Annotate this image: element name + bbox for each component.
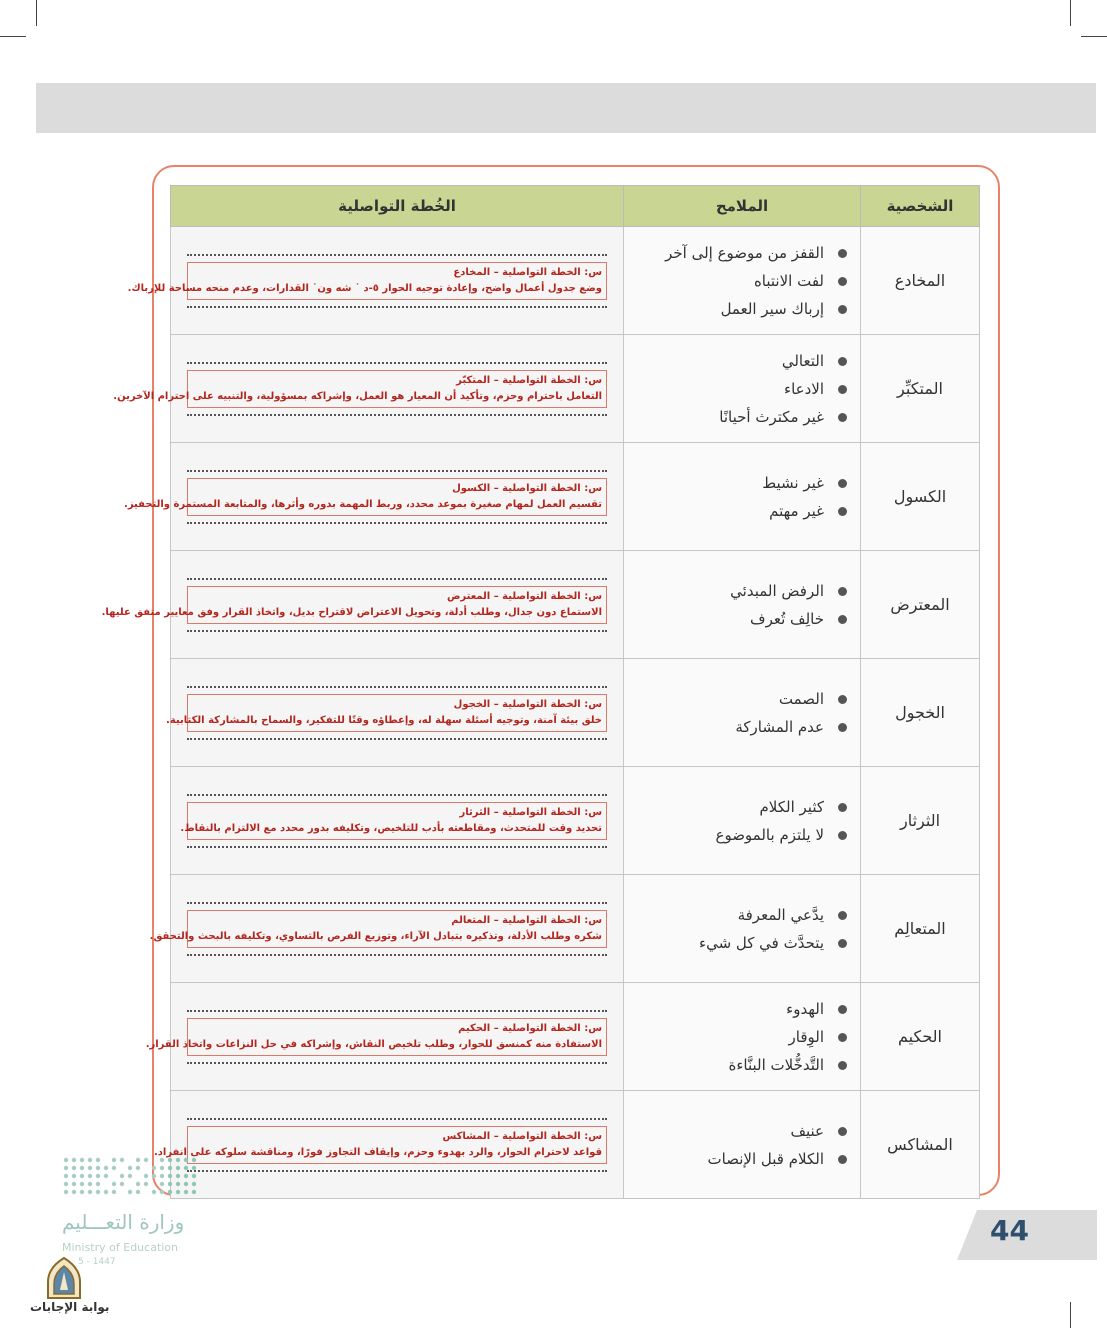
- trait-item: [625, 1023, 847, 1051]
- bullet-icon: [838, 1005, 847, 1014]
- trait-item: [625, 403, 847, 431]
- table-row: [171, 551, 980, 659]
- trait-item: [625, 1051, 847, 1079]
- traits-cell: [624, 551, 861, 659]
- bullet-icon: [838, 1033, 847, 1042]
- trait-text: يتحدَّث في كل شيء: [699, 933, 824, 952]
- trait-item: [625, 929, 847, 957]
- crop-mark: [1070, 0, 1071, 26]
- table-row: [171, 335, 980, 443]
- answer-field[interactable]: [127, 254, 607, 308]
- traits-list: [625, 901, 859, 957]
- bullet-icon: [838, 479, 847, 488]
- trait-item: [625, 793, 847, 821]
- trait-item: [625, 1117, 847, 1145]
- trait-text: غير مهتم: [769, 501, 824, 520]
- ministry-name-en: Ministry of Education: [62, 1241, 179, 1254]
- trait-text: الرفض المبدئي: [730, 581, 824, 600]
- answer-box: [153, 1126, 607, 1164]
- traits-cell: [624, 335, 861, 443]
- edition-year: 5 - 1447: [78, 1257, 116, 1267]
- trait-text: كثير الكلام: [759, 797, 824, 816]
- table-row: [171, 983, 980, 1091]
- trait-text: غير مكترث أحيانًا: [719, 407, 824, 426]
- trait-text: لفت الانتباه: [753, 271, 824, 290]
- plan-answer: قواعد لاحترام الحوار، والرد بهدوء وحزم، وإيقاف التجاوز فورًا، ومناقشة سلوكه على انفراد.: [153, 1146, 602, 1158]
- trait-text: الوِقار: [788, 1027, 824, 1046]
- trait-text: لا يلتزم بالموضوع: [715, 825, 824, 844]
- trait-item: [625, 469, 847, 497]
- traits-cell: [624, 227, 861, 335]
- header-plan: الخُطة التواصلية: [171, 186, 624, 227]
- crop-mark: [0, 36, 26, 37]
- portal-logo-icon: [44, 1256, 84, 1300]
- plan-question: س: الخطة التواصلية – المتكبّر: [456, 374, 602, 386]
- trait-item: [625, 685, 847, 713]
- trait-item: [625, 267, 847, 295]
- plan-question: س: الخطة التواصلية – المعترض: [446, 590, 602, 602]
- table-row: [171, 1091, 980, 1199]
- crop-mark: [1081, 36, 1107, 37]
- bullet-icon: [838, 695, 847, 704]
- plan-answer: شكره وطلب الأدلة، وتذكيره بتبادل الآراء، وتوزيع الفرص بالتساوي، وتكليفه بالبحث والتحقق.: [149, 930, 602, 942]
- page-number: 44: [990, 1214, 1029, 1247]
- trait-item: [625, 295, 847, 323]
- traits-list: [625, 995, 859, 1079]
- traits-cell: [624, 983, 861, 1091]
- trait-item: [625, 577, 847, 605]
- traits-cell: [624, 443, 861, 551]
- trait-item: [625, 239, 847, 267]
- bullet-icon: [838, 1127, 847, 1136]
- plan-answer: وضع جدول أعمال واضح، وإعادة توجيه الحوار ٥-د ˙ شه ون˙ القدارات، وعدم منحه مساحة للإرباك.: [127, 282, 602, 294]
- trait-text: القفز من موضوع إلى آخر: [665, 243, 824, 262]
- persona-cell: الكسول: [861, 443, 980, 551]
- persona-cell: المعترض: [861, 551, 980, 659]
- answer-field[interactable]: [113, 362, 607, 416]
- answer-box: [127, 262, 607, 300]
- answer-box: [149, 910, 607, 948]
- trait-item: [625, 375, 847, 403]
- bullet-icon: [838, 305, 847, 314]
- traits-list: [625, 347, 859, 431]
- trait-text: إرباك سير العمل: [720, 299, 824, 318]
- answer-box: [166, 694, 607, 732]
- trait-text: الكلام قبل الإنصات: [707, 1149, 824, 1168]
- trait-text: عنيف: [790, 1121, 824, 1140]
- plan-question: س: الخطة التواصلية – الخجول: [453, 698, 602, 710]
- plan-cell: [166, 659, 624, 767]
- ministry-name-ar: وزارة التعـــليم: [62, 1210, 185, 1234]
- trait-item: [625, 605, 847, 633]
- bullet-icon: [838, 587, 847, 596]
- plan-cell: [145, 983, 624, 1091]
- table-row: [171, 443, 980, 551]
- trait-text: عدم المشاركة: [735, 717, 824, 736]
- bullet-icon: [838, 1155, 847, 1164]
- answer-box: [113, 370, 607, 408]
- plan-question: س: الخطة التواصلية – المخادع: [453, 266, 602, 278]
- persona-cell: الحكيم: [861, 983, 980, 1091]
- traits-list: [625, 469, 859, 525]
- answer-field[interactable]: [101, 578, 607, 632]
- crop-mark: [36, 0, 37, 26]
- traits-cell: [624, 767, 861, 875]
- trait-text: التعالي: [781, 351, 824, 370]
- answer-field[interactable]: [180, 794, 607, 848]
- crop-mark: [1070, 1302, 1071, 1328]
- traits-list: [625, 793, 859, 849]
- trait-text: غير نشيط: [762, 473, 824, 492]
- answer-box: [145, 1018, 607, 1056]
- traits-cell: [624, 659, 861, 767]
- persona-cell: المشاكس: [861, 1091, 980, 1199]
- bullet-icon: [838, 911, 847, 920]
- answer-field[interactable]: [145, 1010, 607, 1064]
- bullet-icon: [838, 803, 847, 812]
- plan-question: س: الخطة التواصلية – الثرثار: [459, 806, 602, 818]
- answer-field[interactable]: [166, 686, 607, 740]
- trait-item: [625, 713, 847, 741]
- traits-cell: [624, 875, 861, 983]
- traits-list: [625, 685, 859, 741]
- plan-question: س: الخطة التواصلية – الحكيم: [458, 1022, 602, 1034]
- plan-answer: الاستماع دون جدال، وطلب أدلة، وتحويل الاعتراض لاقتراح بديل، واتخاذ القرار وفق معايير متفق عليها.: [101, 606, 602, 618]
- trait-text: التَّدخُّلات البنَّاءة: [728, 1055, 824, 1074]
- answer-box: [124, 478, 607, 516]
- trait-item: [625, 497, 847, 525]
- table-header-row: [171, 186, 980, 227]
- table-row: [171, 767, 980, 875]
- plan-cell: [171, 767, 624, 875]
- answer-field[interactable]: [149, 902, 607, 956]
- bullet-icon: [838, 615, 847, 624]
- bullet-icon: [838, 357, 847, 366]
- bullet-icon: [838, 385, 847, 394]
- persona-cell: الخجول: [861, 659, 980, 767]
- answer-box: [101, 586, 607, 624]
- bullet-icon: [838, 831, 847, 840]
- traits-list: [625, 239, 859, 323]
- plan-answer: التعامل باحترام وحزم، وتأكيد أن المعيار هو العمل، وإشراكه بمسؤولية، والتنبيه على احترام الآخرين.: [113, 390, 602, 402]
- bullet-icon: [838, 507, 847, 516]
- ministry-logo-icon: [62, 1156, 198, 1198]
- plan-cell: [101, 551, 624, 659]
- plan-cell: [113, 335, 624, 443]
- persona-cell: المتعالِم: [861, 875, 980, 983]
- persona-cell: المخادع: [861, 227, 980, 335]
- bullet-icon: [838, 277, 847, 286]
- plan-question: س: الخطة التواصلية – المشاكس: [442, 1130, 602, 1142]
- table-row: [171, 227, 980, 335]
- header-persona: الشخصية: [861, 186, 980, 227]
- plan-question: س: الخطة التواصلية – المتعالم: [451, 914, 602, 926]
- answer-field[interactable]: [124, 470, 607, 524]
- persona-cell: الثرثار: [861, 767, 980, 875]
- header-traits: الملامح: [624, 186, 861, 227]
- traits-cell: [624, 1091, 861, 1199]
- trait-item: [625, 901, 847, 929]
- bullet-icon: [838, 249, 847, 258]
- trait-text: الصمت: [778, 689, 824, 708]
- table-row: [171, 659, 980, 767]
- traits-list: [625, 1117, 859, 1173]
- trait-item: [625, 1145, 847, 1173]
- top-banner: [36, 83, 1096, 133]
- bullet-icon: [838, 1061, 847, 1070]
- portal-name: بوابة الإجابات: [30, 1300, 110, 1314]
- plan-cell: [153, 1091, 624, 1199]
- persona-cell: المتكبِّر: [861, 335, 980, 443]
- trait-text: خالِف تُعرف: [750, 609, 824, 628]
- trait-item: [625, 347, 847, 375]
- communication-plan-table: [101, 185, 980, 1199]
- trait-item: [625, 821, 847, 849]
- plan-answer: خلق بيئة آمنة، وتوجيه أسئلة سهلة له، وإعطاؤه وقتًا للتفكير، والسماح بالمشاركة الكتابية.: [166, 714, 602, 726]
- plan-question: س: الخطة التواصلية – الكسول: [452, 482, 602, 494]
- traits-list: [625, 577, 859, 633]
- plan-cell: [124, 443, 624, 551]
- trait-text: الادعاء: [784, 379, 824, 398]
- plan-answer: تحديد وقت للمتحدث، ومقاطعته بأدب للتلخيص، وتكليفه بدور محدد مع الالتزام بالنقاط.: [180, 822, 602, 834]
- plan-cell: [149, 875, 624, 983]
- bullet-icon: [838, 413, 847, 422]
- bullet-icon: [838, 723, 847, 732]
- answer-box: [180, 802, 607, 840]
- plan-answer: تقسيم العمل لمهام صغيرة بموعد محدد، وربط المهمة بدوره وأثرها، والمتابعة المستمرة والتحفيز.: [124, 498, 602, 510]
- trait-item: [625, 995, 847, 1023]
- bullet-icon: [838, 939, 847, 948]
- trait-text: الهدوء: [786, 999, 824, 1018]
- table-row: [171, 875, 980, 983]
- answer-field[interactable]: [153, 1118, 607, 1172]
- plan-answer: الاستفادة منه كمنسق للحوار، وطلب تلخيص النقاش، وإشراكه في حل النزاعات واتخاذ القرار.: [145, 1038, 602, 1050]
- trait-text: يدَّعي المعرفة: [737, 905, 824, 924]
- plan-cell: [127, 227, 624, 335]
